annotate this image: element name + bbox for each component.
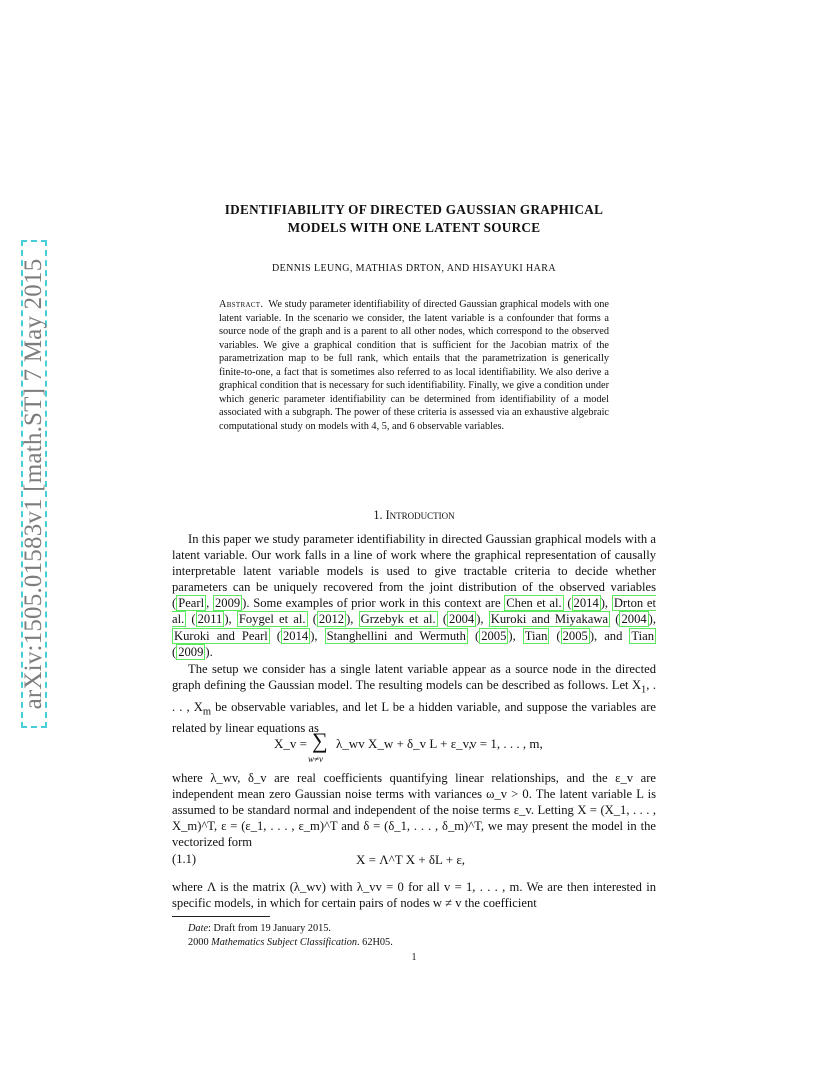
paragraph-matrix: where Λ is the matrix (λ_wv) with λ_vv = 0 for all v = 1, . . . , m. We are then interested in specific models, in which for certain pairs of nodes w ≠ v the coefficient bbox=[172, 880, 656, 911]
paragraph-intro: In this paper we study parameter identifiability in directed Gaussian graphical models with a latent variable. Our work falls in a line of work where the graphical representation of causally interpretable latent variable models is used to give tractable criteria to decide whether parameters can be uniquely recovered from the joint distribution of the observed variables ( Pearl , 2009 ). Some examples of prior work in this context are Chen et al. ( 2014 ), Drton et al. ( 2011 ), Foygel et al. ( 2012 ), Grzebyk et al. ( 2004 ), Kuroki and Miyakawa ( 2004 ), Kuroki and Pearl ( 2014 ), Stanghellini and Wermuth ( 2005 ), Tian ( 2005 ), and Tian ( 2009 ). bbox=[172, 532, 657, 659]
sum-index: w≠v bbox=[308, 754, 323, 764]
sum-symbol: ∑ bbox=[312, 728, 328, 753]
footnotes bbox=[172, 922, 656, 950]
equation-range: v = 1, . . . , m, bbox=[470, 736, 543, 751]
citation-link[interactable]: 2014 bbox=[283, 628, 309, 643]
citation-link[interactable]: Kuroki and Miyakawa bbox=[490, 612, 609, 627]
citation-link[interactable]: 2012 bbox=[318, 612, 345, 627]
msc-label: Mathematics Subject Classification bbox=[211, 937, 358, 948]
equation-expression: X = Λ^T X + δL + ε, bbox=[356, 852, 466, 867]
intro-and: and bbox=[604, 628, 623, 643]
arxiv-id-text: arXiv:1505.01583v1 [math.ST] 7 May 2015 bbox=[20, 258, 47, 710]
msc-year: 2000 bbox=[188, 937, 209, 948]
intro-text-1: In this paper we study parameter identifiability in directed Gaussian graphical models with a latent variable. Our work falls in a line of work where the graphical representation of causally interpretable latent variable models is used to give tractable criteria to decide whether parameters can be uniquely recovered from the joint distribution of the observed variables ( bbox=[172, 532, 656, 611]
footnote-divider bbox=[172, 916, 270, 917]
date-label: Date bbox=[188, 923, 209, 934]
citation-link[interactable]: 2014 bbox=[573, 596, 599, 611]
setup-text-2: be observable variables, and let L be a hidden variable, and suppose the variables are related by linear equations as bbox=[172, 699, 656, 736]
citation-link[interactable]: Drton et al. bbox=[172, 596, 657, 627]
citation-link[interactable]: 2005 bbox=[562, 628, 588, 643]
citation-link[interactable]: Kuroki and Pearl bbox=[174, 628, 268, 643]
citation-link[interactable]: 2011 bbox=[197, 612, 223, 627]
author-list: DENNIS LEUNG, MATHIAS DRTON, AND HISAYUKI HARA bbox=[272, 263, 556, 274]
citation-link[interactable]: Tian bbox=[524, 628, 548, 643]
equation-linear-model bbox=[172, 730, 656, 766]
arxiv-identifier-stamp[interactable] bbox=[21, 240, 47, 728]
paragraph-setup: The setup we consider has a single latent variable appear as a source node in the directed graph defining the Gaussian model. The resulting models can be described as follows. Let $X_1$, . . . , $X_m$ be observable variables, and let L be a hidden variable, and suppose the variables are related by linear equations as bbox=[172, 662, 656, 736]
equation-number: (1.1) bbox=[172, 852, 197, 866]
footnote-date bbox=[172, 922, 656, 936]
section-number: 1. bbox=[373, 508, 383, 522]
paragraph-coefficients: where λ_wv, δ_v are real coefficients quantifying linear relationships, and the ε_v are independent mean zero Gaussian noise terms with variances ω_v > 0. The latent variable L is assumed to be standard normal and independent of the noise terms ε_v. Letting X = (X_1, . . . , X_m)^T, ε = (ε_1, . . . , ε_m)^T and δ = (δ_1, . . . , δ_m)^T, we may present the model in the vectorized form bbox=[172, 771, 656, 850]
section-title: Introduction bbox=[385, 508, 455, 522]
citation-link[interactable]: 2004 bbox=[449, 612, 475, 627]
citation-link[interactable]: Foygel et al. bbox=[238, 612, 306, 627]
citation-link[interactable]: Pearl bbox=[178, 596, 205, 611]
date-text: : Draft from 19 January 2015. bbox=[208, 923, 331, 934]
equation-lhs: X_v = bbox=[274, 736, 307, 751]
abstract-text: We study parameter identifiability of directed Gaussian graphical models with one latent variable. In the scenario we consider, the latent variable is a confounder that forms a source node of the graph and is a parent to all other nodes, which correspond to the observed variables. We give a graphical condition that is sufficient for the Jacobian matrix of the parametrization map to be full rank, which entails that the parametrization is generically finite-to-one, a fact that is sometimes also referred to as local identifiability. We also derive a graphical condition that is necessary for such identifiability. Finally, we give a condition under which generic parameter identifiability can be determined from identifiability of a model associated with a subgraph. The power of these criteria is assessed via an exhaustive algebraic computational study on models with 4, 5, and 6 observable variables. bbox=[219, 299, 610, 432]
citation-link[interactable]: Stanghellini and Wermuth bbox=[326, 628, 466, 643]
section-heading bbox=[172, 508, 656, 523]
citation-link[interactable]: Tian bbox=[631, 628, 655, 643]
footnote-msc bbox=[172, 936, 656, 950]
intro-text-2: ). Some examples of prior work in this context are bbox=[242, 596, 505, 611]
citation-link[interactable]: 2009 bbox=[178, 644, 204, 659]
page-number: 1 bbox=[411, 952, 417, 963]
abstract bbox=[219, 298, 609, 433]
abstract-label: Abstract. bbox=[219, 299, 264, 310]
citation-link[interactable]: 2004 bbox=[621, 612, 647, 627]
citation-link[interactable]: 2005 bbox=[481, 628, 507, 643]
msc-text: . 62H05. bbox=[357, 937, 393, 948]
title-line-2: MODELS WITH ONE LATENT SOURCE bbox=[287, 220, 541, 235]
citation-link[interactable]: Grzebyk et al. bbox=[360, 612, 436, 627]
citation-link[interactable]: Chen et al. bbox=[506, 596, 562, 611]
title-line-1: IDENTIFIABILITY OF DIRECTED GAUSSIAN GRAPHICAL bbox=[224, 202, 604, 217]
citation-link[interactable]: 2009 bbox=[214, 596, 241, 611]
setup-text-1: The setup we consider has a single latent variable appear as a source node in the directed graph defining the Gaussian model. The resulting models can be described as follows. Let X bbox=[172, 662, 656, 693]
equation-rhs: λ_wv X_w + δ_v L + ε_v, bbox=[336, 736, 472, 751]
paper-title bbox=[172, 201, 656, 237]
